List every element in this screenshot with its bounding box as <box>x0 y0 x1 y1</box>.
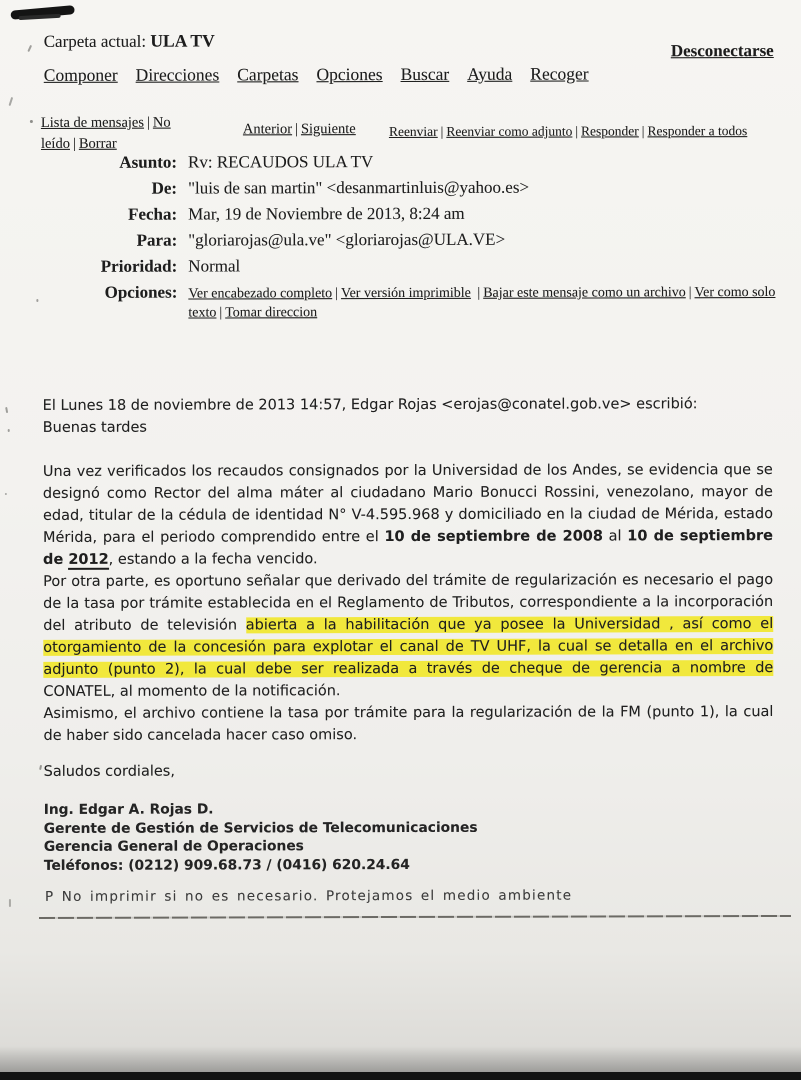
paragraph-text: al <box>602 528 628 545</box>
signature-department: Gerencia General de Operaciones <box>43 838 304 855</box>
view-printable-link[interactable]: Ver versión imprimible <box>340 285 471 302</box>
current-folder-line <box>44 30 215 51</box>
reply-link[interactable]: Responder <box>581 123 639 139</box>
paragraph-text: , estando a la fecha vencido. <box>108 551 318 568</box>
from-label: De: <box>151 178 178 198</box>
menu-item-ayuda[interactable]: Ayuda <box>467 63 513 84</box>
scan-artifact <box>39 765 42 770</box>
message-nav-links <box>243 121 356 138</box>
scan-artifact <box>8 429 10 432</box>
paragraph-text: CONATEL, al momento de la notificación. <box>43 683 341 700</box>
header-row-options <box>59 281 793 323</box>
paragraph-text: Una vez verificados los recaudos consignados por la Universidad de los Andes, se evidencia que se designó como Rector del alma máter al ciudadano Mario Bonucci Rossini, venezolano, mayor de edad, titular de la cédula de identidad N° V-4.595.968 y domiciliado en la ciudad de Mérida, estado Mérida, para el periodo comprendido entre el <box>42 462 773 546</box>
signature-name: Ing. Edgar A. Rojas D. <box>43 801 214 818</box>
quoted-message-intro: El Lunes 18 de noviembre de 2013 14:57, Edgar Rojas <erojas@conatel.gob.ve> escribió: <box>42 396 698 414</box>
current-folder-label: Carpeta actual: <box>43 31 147 51</box>
bold-date-start: 10 de septiembre de 2008 <box>384 528 603 546</box>
scan-artifact <box>30 120 33 123</box>
options-links <box>188 281 793 323</box>
bold-date-end: 10 de septiembre de <box>43 528 773 568</box>
message-headers <box>59 151 793 323</box>
scan-artifact <box>9 899 11 907</box>
separator: | <box>146 114 150 131</box>
greeting-text: Buenas tardes <box>42 419 147 436</box>
separator: | <box>335 286 339 302</box>
scan-artifact <box>9 97 14 106</box>
header-row-subject <box>59 151 793 179</box>
to-value: "gloriarojas@ula.ve" <gloriarojas@ULA.VE> <box>188 229 506 250</box>
signature-block <box>44 799 774 875</box>
separator: | <box>440 123 444 139</box>
subject-label: Asunto: <box>119 152 178 172</box>
signature-role: Gerente de Gestión de Servicios de Telecomunicaciones <box>43 819 478 837</box>
scan-black-bar <box>0 1072 801 1080</box>
unread-link[interactable]: No leído <box>40 114 171 152</box>
scan-artifact <box>5 407 8 413</box>
message-list-links <box>41 113 206 155</box>
header-row-to <box>59 229 793 257</box>
scan-shadow <box>0 1046 801 1072</box>
scan-artifact <box>5 493 7 495</box>
delete-link[interactable]: Borrar <box>78 135 117 152</box>
priority-value: Normal <box>188 256 241 276</box>
take-address-link[interactable]: Tomar direccion <box>225 304 318 320</box>
date-value: Mar, 19 de Noviembre de 2013, 8:24 am <box>188 203 465 224</box>
separator: | <box>295 121 298 138</box>
forward-link[interactable]: Reenviar <box>388 123 438 140</box>
paragraph-rector <box>43 459 773 571</box>
separator: | <box>477 285 481 301</box>
eco-note: P No imprimir si no es necesario. Protejamos el medio ambiente <box>44 887 573 905</box>
scan-artifact <box>27 45 32 52</box>
priority-label: Prioridad: <box>100 256 178 276</box>
separator: | <box>688 285 692 301</box>
menu-item-carpetas[interactable]: Carpetas <box>237 64 299 85</box>
highlighted-text: abierta a la habilitación que ya posee la Universidad , así como el otorgamiento de la concesión para explotar el canal de TV UHF, la cual se detalla en el archivo adjunto (punto 2), la cual debe ser realizada a través de cheque de gerencia a nombre de <box>43 616 774 678</box>
menu-item-buscar[interactable]: Buscar <box>400 63 450 84</box>
header-row-from <box>59 177 793 205</box>
reply-all-link[interactable]: Responder a todos <box>647 123 748 139</box>
menu-item-recoger[interactable]: Recoger <box>530 63 589 84</box>
message-action-links <box>389 123 747 140</box>
message-list-link[interactable]: Lista de mensajes <box>40 114 145 131</box>
menu-item-direcciones[interactable]: Direcciones <box>135 64 220 85</box>
bold-underlined-year: 2012 <box>68 551 109 568</box>
header-row-date <box>59 203 793 231</box>
options-label: Opciones: <box>104 282 178 302</box>
separator: | <box>575 123 579 139</box>
download-message-link[interactable]: Bajar este mensaje como un archivo <box>483 285 686 301</box>
view-full-header-link[interactable]: Ver encabezado completo <box>188 286 333 302</box>
header-row-priority <box>59 255 793 283</box>
signout-link[interactable]: Desconectarse <box>670 41 774 61</box>
from-value: "luis de san martin" <desanmartinluis@yahoo.es> <box>188 177 530 198</box>
next-link[interactable]: Siguiente <box>300 121 356 138</box>
menu-item-opciones[interactable]: Opciones <box>316 64 383 85</box>
closing-text: Saludos cordiales, <box>43 763 175 780</box>
date-label: Fecha: <box>128 204 178 224</box>
signature-phones: Teléfonos: (0212) 909.68.73 / (0416) 620.24.64 <box>43 856 410 874</box>
subject-value: Rv: RECAUDOS ULA TV <box>187 152 374 172</box>
separator: | <box>219 304 223 320</box>
scan-artifact <box>36 299 38 302</box>
view-as-plain-text-link[interactable]: Ver como solo texto <box>188 285 776 321</box>
forward-as-attachment-link[interactable]: Reenviar como adjunto <box>446 123 573 139</box>
paragraph-tasa <box>43 569 773 703</box>
ink-scribble-artifact <box>19 14 61 20</box>
previous-link[interactable]: Anterior <box>242 121 293 138</box>
divider-line <box>39 915 791 919</box>
paragraph-text: Por otra parte, es oportuno señalar que derivado del trámite de regularización es necesario el pago de la tasa por trámite establecida en el Reglamento de Tributos, correspondiente a la incorporación del atributo de televisión <box>43 572 774 634</box>
menu-item-componer[interactable]: Componer <box>43 64 118 85</box>
to-label: Para: <box>136 230 178 250</box>
separator: | <box>641 123 645 139</box>
separator: | <box>72 135 76 152</box>
main-menu <box>44 64 589 86</box>
current-folder-name: ULA TV <box>150 30 215 51</box>
paragraph-asimismo: Asimismo, el archivo contiene la tasa por trámite para la regularización de la FM (punto 1), la cual de haber sido cancelada hacer caso omiso. <box>43 704 774 744</box>
message-body <box>43 393 774 875</box>
